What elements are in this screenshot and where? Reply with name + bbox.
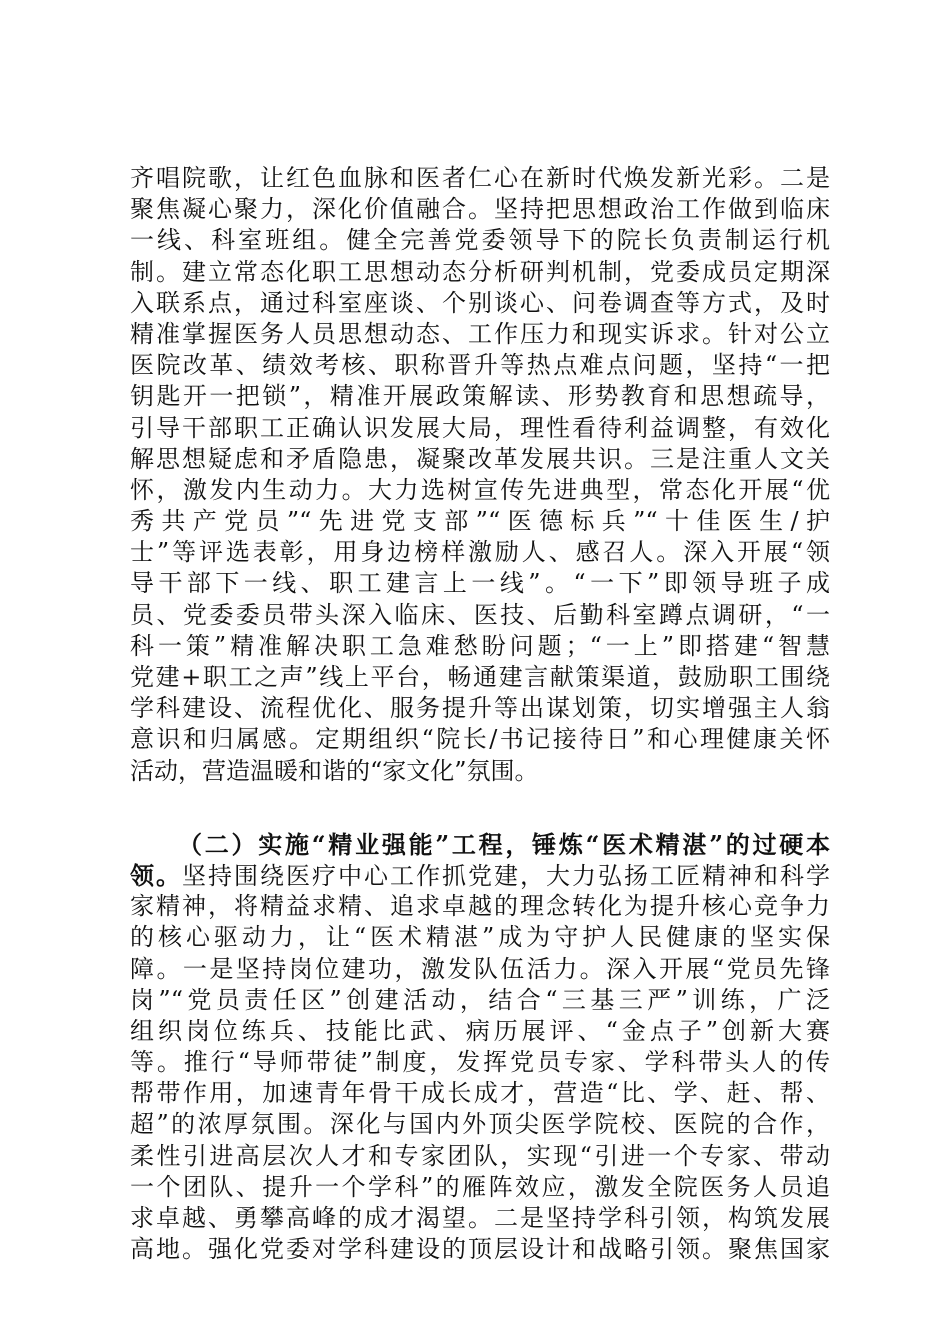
text-line: 家精神，将精益求精、追求卓越的理念转化为提升核心竞争力 [130,892,830,921]
text-line: 解思想疑虑和矛盾隐患，凝聚改革发展共识。三是注重人文关 [130,444,830,473]
text-line: 组织岗位练兵、技能比武、病历展评、“金点子”创新大赛 [130,1016,830,1045]
text-line: 等。推行“导师带徒”制度，发挥党员专家、学科带头人的传 [130,1048,830,1077]
paragraph-1 [130,163,830,787]
text-line: 医院改革、绩效考核、职称晋升等热点难点问题，坚持“一把 [130,351,830,380]
text-line: 的核心驱动力，让“医术精湛”成为守护人民健康的坚实保 [130,923,830,952]
document-page [130,163,830,1265]
text-line: 精准掌握医务人员思想动态、工作压力和现实诉求。针对公立 [130,319,830,348]
text-line: 党建+职工之声”线上平台，畅通建言献策渠道，鼓励职工围绕 [130,663,830,691]
text-line: 士”等评选表彰，用身边榜样激励人、感召人。深入开展“领 [130,538,830,567]
text-line: 制。建立常态化职工思想动态分析研判机制，党委成员定期深 [130,257,830,286]
text-line: 秀共产党员”“先进党支部”“医德标兵”“十佳医生/护 [130,507,830,536]
text-segment: 坚持围绕医疗中心工作抓党建，大力弘扬工匠精神和科学 [182,861,830,890]
text-line: 学科建设、流程优化、服务提升等出谋划策，切实增强主人翁 [130,694,830,723]
text-line: 柔性引进高层次人才和专家团队，实现“引进一个专家、带动 [130,1141,830,1170]
text-line: 障。一是坚持岗位建功，激发队伍活力。深入开展“党员先锋 [130,954,830,983]
text-line: 入联系点，通过科室座谈、个别谈心、问卷调查等方式，及时 [130,288,830,317]
text-line: 怀，激发内生动力。大力选树宣传先进典型，常态化开展“优 [130,475,830,504]
text-line [130,860,830,891]
text-line: 齐唱院歌，让红色血脉和医者仁心在新时代焕发新光彩。二是 [130,164,830,192]
text-line: 高地。强化党委对学科建设的顶层设计和战略引领。聚焦国家 [130,1235,830,1264]
text-line: 钥匙开一把锁”，精准开展政策解读、形势教育和思想疏导， [130,382,830,411]
text-line: 聚焦凝心聚力，深化价值融合。坚持把思想政治工作做到临床 [130,195,830,224]
text-line: 岗”“党员责任区”创建活动，结合“三基三严”训练，广泛 [130,985,830,1014]
text-line: 导干部下一线、职工建言上一线”。“一下”即领导班子成 [130,569,830,598]
section-heading-end: 领。 [130,860,182,890]
text-line: 意识和归属感。定期组织“院长/书记接待日”和心理健康关怀 [130,725,830,754]
text-line: 一个团队、提升一个学科”的雁阵效应，激发全院医务人员追 [130,1172,830,1201]
text-line: 超”的浓厚氛围。深化与国内外顶尖医学院校、医院的合作， [130,1110,830,1139]
text-line: 引导干部职工正确认识发展大局，理性看待利益调整，有效化 [130,413,830,442]
paragraph-2 [130,829,830,1266]
text-line: 员、党委委员带头深入临床、医技、后勤科室蹲点调研，“一 [130,600,830,629]
paragraph-gap [130,787,830,829]
text-line: 求卓越、勇攀高峰的成才渴望。二是坚持学科引领，构筑发展 [130,1204,830,1232]
text-line: 一线、科室班组。健全完善党委领导下的院长负责制运行机 [130,226,830,255]
text-line: 活动，营造温暖和谐的“家文化”氛围。 [130,756,539,785]
section-heading: （二）实施“精业强能”工程，锤炼“医术精湛”的过硬本 [178,829,830,859]
text-line: 科一策”精准解决职工急难愁盼问题；“一上”即搭建“智慧 [130,631,830,660]
text-line: 帮带作用，加速青年骨干成长成才，营造“比、学、赶、帮、 [130,1079,830,1108]
